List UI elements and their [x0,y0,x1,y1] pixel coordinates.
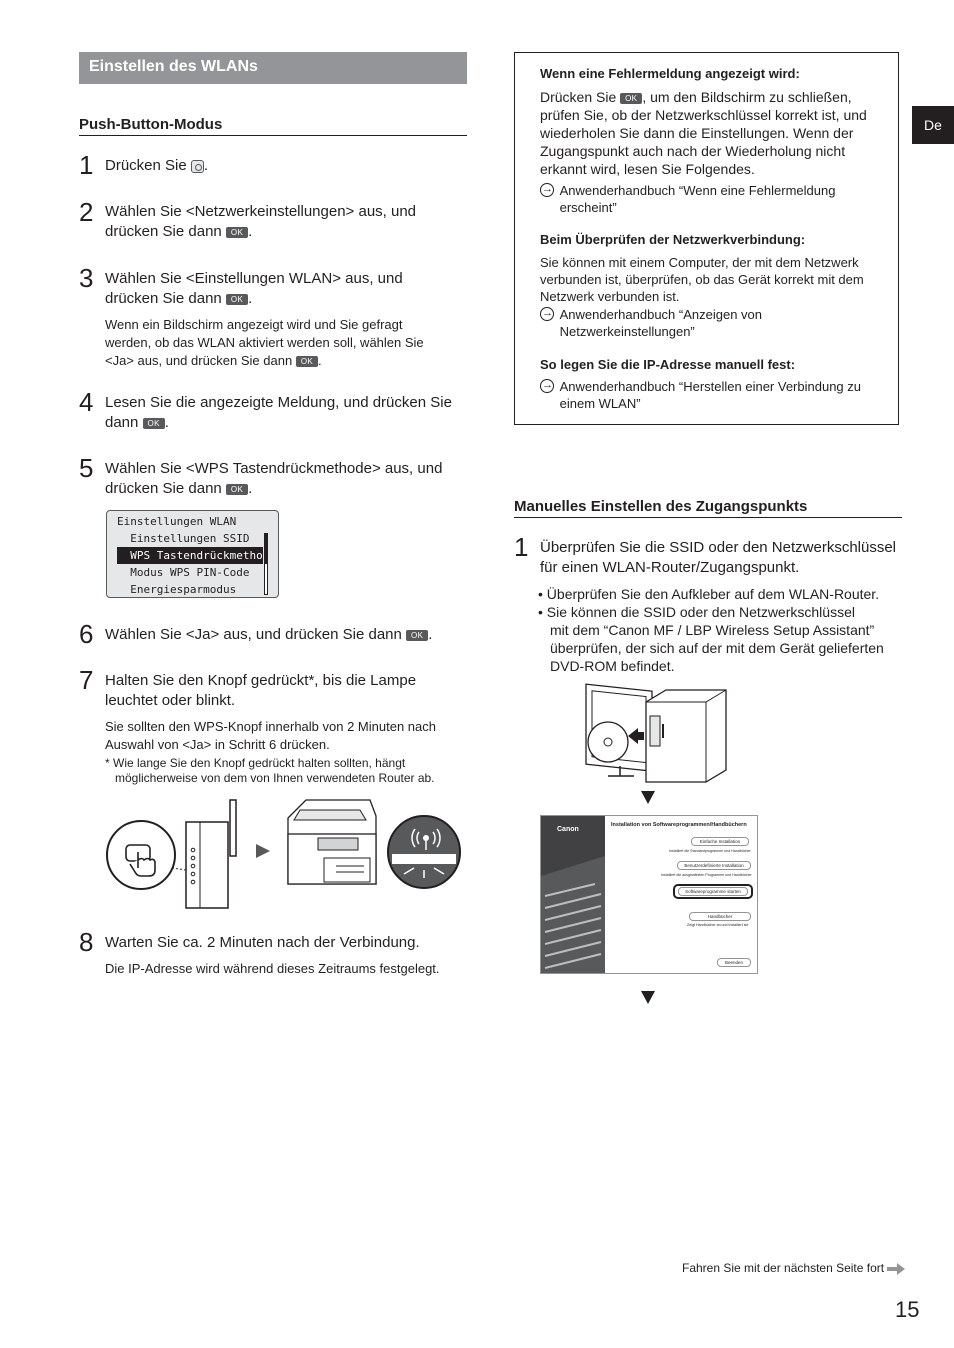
section-title: Einstellen des WLANs [79,52,467,84]
box-heading-ip-address: So legen Sie die IP-Adresse manuell fest: [540,357,796,372]
step-1-text: Drücken Sie . [105,157,209,174]
step-3-note: Wenn ein Bildschirm angezeigt wird und Sie gefragt werden, ob das WLAN aktiviert werden soll, wählen Sie <Ja> aus, und drücken Sie dann OK . [105,317,424,368]
step-8-text: Warten Sie ca. 2 Minuten nach der Verbindung. [105,934,420,951]
page-number: 15 [895,1297,920,1322]
lcd-screen [106,510,279,598]
installer-exit-button[interactable]: Beenden [717,958,751,967]
box-paragraph-network-check: Sie können mit einem Computer, der mit dem Netzwerk verbunden ist, überprüfen, ob das Gerät korrekt mit dem Netzwerk verbunden ist. [540,255,864,304]
ok-key-icon: OK [226,294,248,305]
installer-screenshot [540,815,758,974]
step-8-note: Die IP-Adresse wird während dieses Zeitraums festgelegt. [105,961,440,976]
ref-network-settings[interactable]: → Anwenderhandbuch “Anzeigen von Netzwerkeinstellungen” [540,306,762,340]
installer-start-software-button[interactable]: Softwareprogramme starten [678,887,748,896]
step-number: 5 [79,453,94,483]
subhead-push-button: Push-Button-Modus [79,116,467,136]
manual-step-bullets: • Überprüfen Sie den Aufkleber auf dem WLAN-Router. • Sie können die SSID oder den Netzwerkschlüssel mit dem “Canon MF / LBP Wireless Setup Assistant” überprüfen, der sich auf der mit dem Gerät gelieferten DVD-ROM befindet. [538,585,898,675]
step-7-note: Sie sollten den WPS-Knopf innerhalb von 2 Minuten nach Auswahl von <Ja> in Schritt 6 drücken. [105,719,436,752]
installer-manuals-button[interactable]: Handbücher [689,912,751,921]
installer-custom-install-button[interactable]: Benutzerdefinierte Installation [677,861,751,870]
ok-key-icon: OK [406,630,428,641]
installer-custom-install-desc: Installiert die ausgewählten Programme und Handbücher [661,873,752,877]
installer-sidebar-art [541,816,605,974]
lcd-item-selected: WPS Tastendrückmetho [117,547,263,564]
lcd-scrollbar [264,533,268,595]
step-number: 6 [79,619,94,649]
next-page-arrow-icon [887,1263,905,1275]
down-arrow-icon [641,991,655,1004]
box-heading-network-check: Beim Überprüfen der Netzwerkverbindung: [540,232,806,247]
manual-step-1-text: Überprüfen Sie die SSID oder den Netzwerkschlüssel für einen WLAN-Router/Zugangspunkt. [540,539,897,576]
installer-manuals-desc: Zeigt Handbücher an und installiert sie [687,923,749,927]
step-7-text: Halten Sie den Knopf gedrückt*, bis die Lampe leuchtet oder blinkt. [105,672,417,709]
step-5-text: Wählen Sie <WPS Tastendrückmethode> aus, und drücken Sie dann OK . [105,460,443,497]
dvd-computer-illustration [584,680,730,786]
subhead-manual-access-point: Manuelles Einstellen des Zugangspunkts [514,498,902,518]
step-number: 8 [79,927,94,957]
installer-title: Installation von Softwareprogrammen/Handbüchern [611,822,747,828]
installer-easy-install-button[interactable]: Einfache Installation [691,837,749,846]
reference-arrow-icon [540,379,554,393]
ok-key-icon: OK [296,356,318,367]
list-item: • Überprüfen Sie den Aufkleber auf dem WLAN-Router. [538,586,880,602]
ref-error-message[interactable]: → Anwenderhandbuch “Wenn eine Fehlermeldung erscheint” [540,182,835,216]
installer-easy-install-desc: Installiert die Standardprogramme und Handbücher [669,849,751,853]
step-number: 4 [79,387,94,417]
down-arrow-icon [641,791,655,804]
ref-wlan-connection[interactable]: → Anwenderhandbuch “Herstellen einer Verbindung zu einem WLAN” [540,378,861,412]
step-number: 1 [79,150,94,180]
step-2-text: Wählen Sie <Netzwerkeinstellungen> aus, und drücken Sie dann OK . [105,203,417,240]
ok-key-icon: OK [226,484,248,495]
step-number: 7 [79,665,94,695]
ok-key-icon: OK [226,227,248,238]
reference-arrow-icon [540,307,554,321]
wps-illustration [104,798,466,910]
language-tab: De [912,106,954,144]
step-number: 2 [79,197,94,227]
box-paragraph-error: Drücken Sie OK , um den Bildschirm zu schließen, prüfen Sie, ob der Netzwerkschlüssel korrekt ist, und wiederholen Sie dann die Einstellungen. Wenn der Zugangspunkt auch nach der Wiederholung nicht erkannt wird, lesen Sie Folgendes. [540,89,867,177]
ok-key-icon: OK [620,93,642,104]
ok-key-icon: OK [143,418,165,429]
reference-arrow-icon [540,183,554,197]
menu-key-icon [191,160,204,173]
step-number: 1 [514,532,529,562]
box-heading-error: Wenn eine Fehlermeldung angezeigt wird: [540,66,800,81]
lcd-item: Energiesparmodus [130,583,237,596]
lcd-title: Einstellungen WLAN [117,515,237,528]
step-7-footnote: * Wie lange Sie den Knopf gedrückt halten sollten, hängt möglicherweise von dem von Ihnen verwendeten Router ab. [105,756,435,785]
installer-sidebar [541,816,605,974]
lcd-item: Einstellungen SSID [130,532,250,545]
continue-next-page: Fahren Sie mit der nächsten Seite fort [682,1261,905,1275]
installer-brand: Canon [557,826,579,833]
step-4-text: Lesen Sie die angezeigte Meldung, und drücken Sie dann OK . [105,394,452,431]
step-3-text: Wählen Sie <Einstellungen WLAN> aus, und drücken Sie dann OK . [105,270,403,307]
step-number: 3 [79,263,94,293]
lcd-item: Modus WPS PIN-Code [130,566,250,579]
list-item: • Sie können die SSID oder den Netzwerkschlüssel [538,604,855,620]
step-6-text: Wählen Sie <Ja> aus, und drücken Sie dann OK . [105,626,433,643]
